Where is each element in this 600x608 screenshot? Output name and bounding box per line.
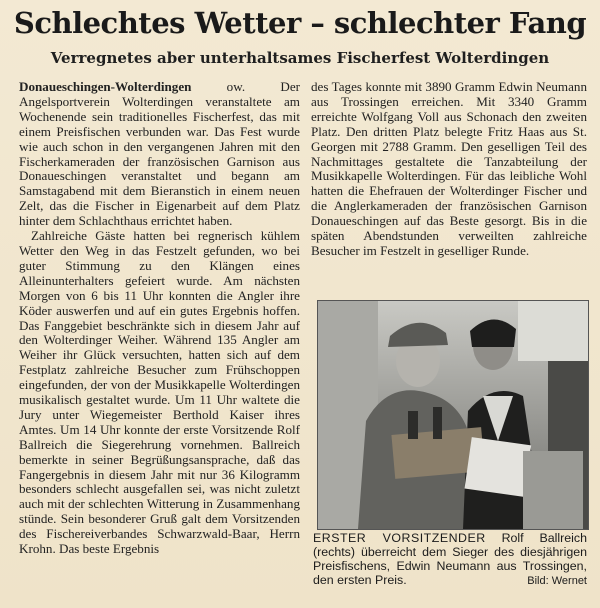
headline: Schlechtes Wetter – schlechter Fang <box>13 6 587 40</box>
caption-lead: ERSTER VORSITZENDER <box>313 531 486 545</box>
caption-text: Rolf Ballreich (rechts) überreicht dem Sieger des diesjährigen Preisfischens, Edwin Neumann aus Trossingen, den ersten Preis. <box>313 531 587 587</box>
right-column <box>311 80 587 259</box>
photo-caption <box>313 532 587 589</box>
photo-illustration <box>318 301 588 529</box>
dateline: Donaueschingen-Wolterdingen <box>19 79 192 94</box>
article-photo <box>317 300 589 530</box>
photo-credit: Bild: Wernet <box>527 574 587 587</box>
paragraph-2-continued: des Tages konnte mit 3890 Gramm Edwin Neumann aus Trossingen erreichen. Mit 3340 Gramm erreichte Wolfgang Voll aus Schonach den zweiten Platz. Den dritten Platz belegte Fritz Haas aus St. Georgen mit 2788 Gramm. Den geselligen Teil des Nachmittages gestaltete die Tanzabteilung der Musikkapelle Wolterdingen. Für das leibliche Wohl hatten die Ehefrauen der Wolterdinger Fischer und die Anglerkameraden der französischen Garnison Donaueschingen auf das Beste gesorgt. Bis in die späten Abendstunden verweilten zahlreiche Besucher im Festzelt in geselliger Runde. <box>311 79 587 258</box>
paragraph-1 <box>19 80 300 229</box>
left-column <box>19 80 300 557</box>
paragraph-1-text: ow. Der Angelsportverein Wolterdingen veranstaltete am Wochenende sein traditionelles Fischerfest, das mit einem Preisfischen verbunden war. Das Fest wurde wie auch schon in den vergangenen Jahren mit den Fischerkameraden der französischen Garnison aus Donaueschingen veranstaltet und begann am Samstagabend mit dem Bieranstich in einem neuen Zelt, das die Fischer in Eigenarbeit auf dem Platz hinter dem Schlachthaus errichtet haben. <box>19 79 300 229</box>
paragraph-2: Zahlreiche Gäste hatten bei regnerisch kühlem Wetter den Weg in das Festzelt gefunden, wo bei guter Stimmung zu den Klängen eines Alleinunterhalters gefeiert wurde. Am nächsten Morgen von 6 bis 11 Uhr konnten die Angler ihre Köder auswerfen und auf ein gutes Ergebnis hoffen. Das Fanggebiet beschränkte sich in diesem Jahr auf den Wolterdinger Weiher. Während 135 Angler am Weiher ihr Glück versuchten, hatten sich auf dem Festplatz zahlreiche Besucher zum Frühschoppen eingefunden, der von der Musikkapelle Wolterdingen musikalisch gestaltet wurde. Um 11 Uhr waltete die Jury unter Wiegemeister Berthold Kaiser ihres Amtes. Um 14 Uhr konnte der erste Vorsitzende Rolf Ballreich die Siegerehrung vornehmen. Ballreich bemerkte in seiner Begrüßungsansprache, daß das Fangergebnis in diesem Jahr mit nur 36 Kilogramm besonders schlecht ausgefallen sei, was nicht zuletzt auch mit der schlechten Witterung in Zusammenhang stünde. Sein besonderer Gruß galt dem Vorsitzenden des Fischereiverbandes Schwarzwald-Baar, Herrn Krohn. Das beste Ergebnis <box>19 228 300 557</box>
subheadline: Verregnetes aber unterhaltsames Fischerfest Wolterdingen <box>50 49 550 67</box>
